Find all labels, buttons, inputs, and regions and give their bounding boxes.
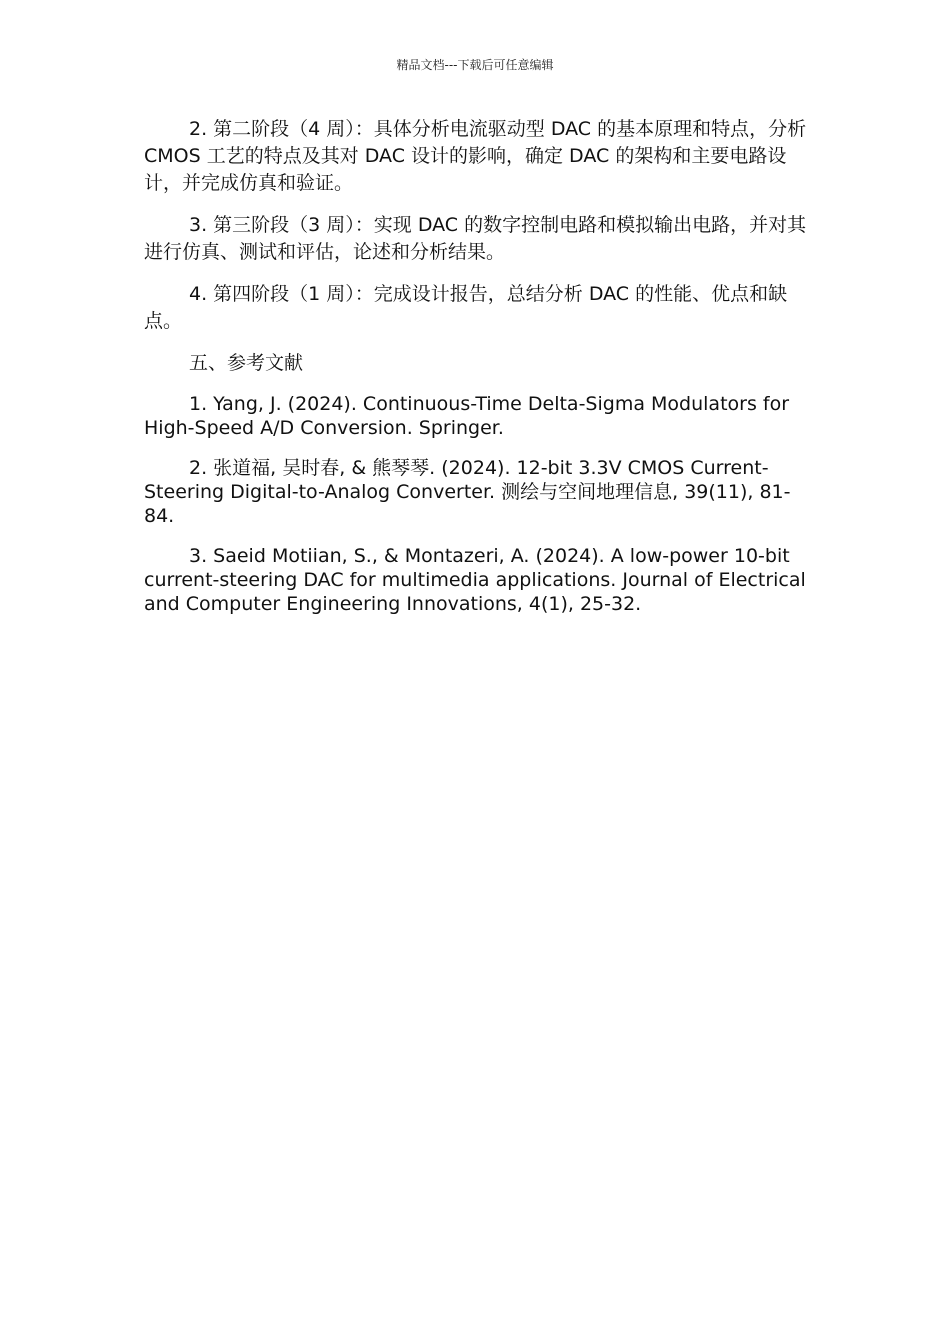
references-heading: 五、参考文献 bbox=[189, 352, 304, 374]
page-header: 精品文档---下载后可任意编辑 bbox=[396, 58, 554, 72]
phase-2-paragraph: 2. 第二阶段（4 周）：具体分析电流驱动型 DAC 的基本原理和特点，分析 CMOS 工艺的特点及其对 DAC 设计的影响，确定 DAC 的架构和主要电路设计，并完成仿真和验证。 bbox=[144, 118, 807, 194]
reference-2: 2. 张道福, 吴时春, & 熊琴琴. (2024). 12-bit 3.3V CMOS Current-Steering Digital-to-Analog Converter. 测绘与空间地理信息, 39(11), 81-84. bbox=[144, 457, 791, 527]
reference-1: 1. Yang, J. (2024). Continuous-Time Delta-Sigma Modulators for High-Speed A/D Conversion. Springer. bbox=[144, 393, 790, 439]
phase-3-paragraph: 3. 第三阶段（3 周）：实现 DAC 的数字控制电路和模拟输出电路，并对其进行仿真、测试和评估，论述和分析结果。 bbox=[144, 214, 807, 263]
reference-3: 3. Saeid Motiian, S., & Montazeri, A. (2024). A low-power 10-bit current-steering DAC for multimedia applications. Journal of Electrical and Computer Engineering Innovations, 4(1), 25-32. bbox=[144, 545, 806, 615]
phase-4-paragraph: 4. 第四阶段（1 周）：完成设计报告，总结分析 DAC 的性能、优点和缺点。 bbox=[144, 283, 788, 332]
document-body bbox=[144, 116, 816, 632]
